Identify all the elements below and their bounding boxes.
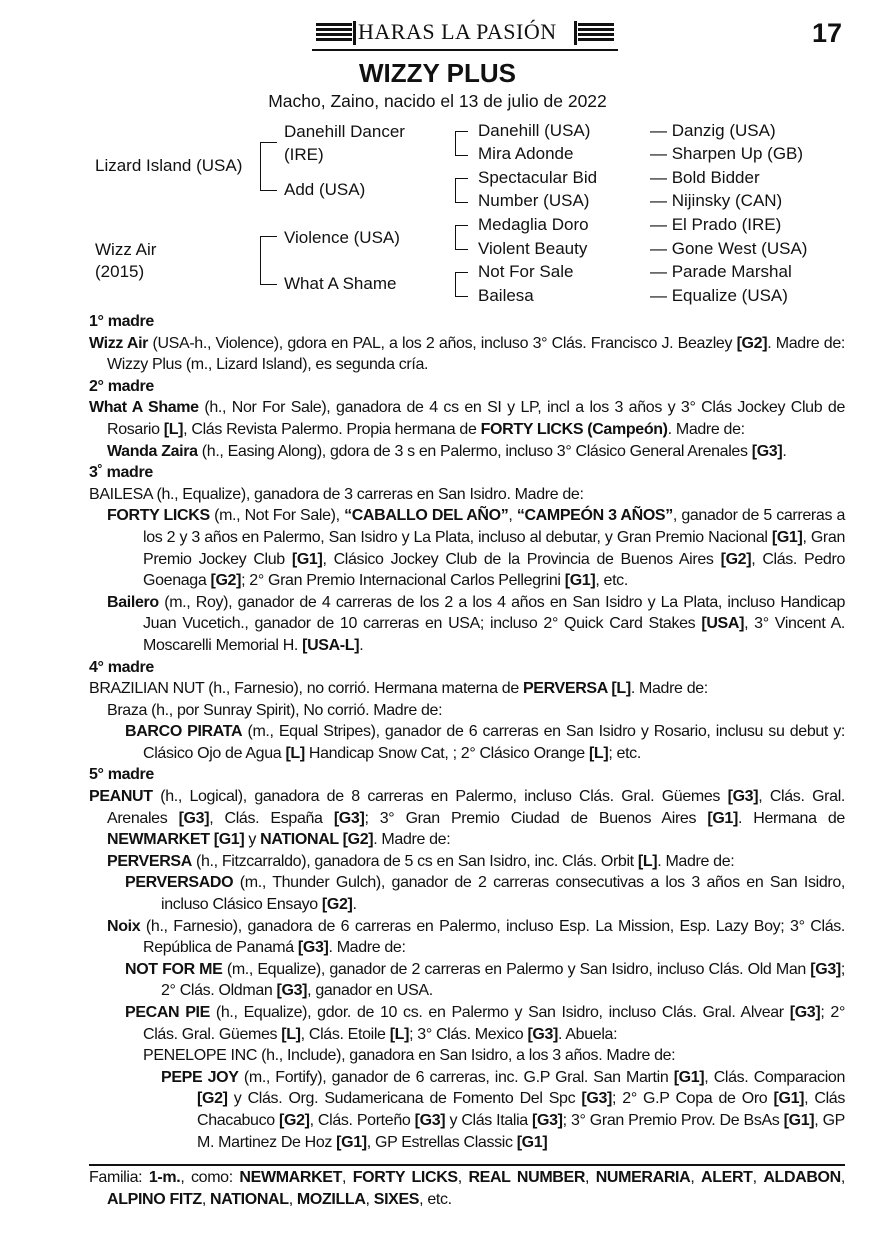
family-como: , como: — [180, 1169, 240, 1186]
pedigree-gen4-7: — Parade Marshal — [650, 262, 792, 281]
horse-link: FORTY LICKS — [107, 507, 210, 525]
entry-text: (m., Thunder Gulch), ganador de 2 carreras consecutivas a los 3 años en San Isidro, incluso Clásico Ensayo — [161, 874, 845, 914]
grade-badge: [G3] — [727, 788, 759, 806]
horse-link: Bailero — [107, 593, 159, 611]
pedigree-gen3-7: Not For Sale — [478, 262, 574, 281]
grade-badge: [G3] — [581, 1090, 613, 1108]
bracket-dam — [260, 236, 277, 285]
entry-text: , Clás. Comparacion — [704, 1068, 846, 1086]
section-1-madre: 1° madre — [89, 313, 154, 330]
entry-text: . Madre de: — [328, 939, 406, 957]
pedigree-dam: Wizz Air — [95, 240, 157, 259]
entry-text: (h., Easing Along), gdora de 3 s en Palermo, incluso 3° Clásico General Arenales — [197, 442, 752, 460]
pedigree-sire: Lizard Island (USA) — [95, 156, 243, 175]
brand-underline — [312, 49, 618, 51]
entry-text: (h., Farnesio), ganadora de 6 carreras en Palermo, incluso Esp. La Mission, Esp. Lazy Boy; 3° Clás. República de Panamá — [140, 917, 845, 957]
entry-text: y Clás Italia — [445, 1111, 533, 1129]
entry-barco-pirata — [125, 721, 845, 764]
entry-bailero — [107, 592, 845, 657]
entry-noix — [107, 916, 845, 959]
entry-text: , Clás Chacabuco — [197, 1090, 845, 1129]
grade-badge: [L] — [163, 420, 184, 438]
horse-link: BARCO PIRATA — [125, 723, 243, 741]
pedigree-gen3-2: Mira Adonde — [478, 144, 574, 163]
entry-what-a-shame — [89, 397, 845, 440]
grade-badge: [USA-L] — [302, 636, 360, 654]
grade-badge: [G3] — [178, 809, 210, 827]
section-2-madre: 2° madre — [89, 377, 154, 395]
entry-text: , ganador de 5 carreras a los 2 y 3 años en Palermo, San Isidro y La Plata, incluso al debutar, y Gran Premio Nacional — [143, 507, 845, 546]
entry-text: (h., Logical), ganadora de 8 carreras en Palermo, incluso Clás. Gral. Güemes — [152, 788, 728, 806]
brand-bars-left — [316, 23, 352, 43]
entry-brazilian-nut — [89, 678, 845, 700]
grade-badge: [G2] — [736, 334, 768, 352]
grade-badge: [G2] — [197, 1090, 228, 1108]
entry-text: y — [244, 831, 261, 849]
family-horse: REAL NUMBER — [468, 1169, 586, 1186]
horse-link: What A Shame — [89, 399, 199, 417]
pedigree-gen3-3: Spectacular Bid — [478, 168, 598, 187]
pedigree-gen3-5: Medaglia Doro — [478, 215, 589, 234]
horse-link: PECAN PIE — [125, 1004, 210, 1021]
entry-peanut — [89, 786, 845, 851]
brand-bars-right — [578, 23, 614, 43]
entry-text: . Madre de: — [657, 852, 735, 870]
entry-penelope-inc: PENELOPE INC (h., Include), ganadora en San Isidro, a los 3 años. Madre de: — [143, 1047, 676, 1065]
grade-badge: [G3] — [333, 809, 365, 827]
horse-link: NEWMARKET [G1] — [107, 831, 245, 849]
grade-badge: [G3] — [532, 1111, 563, 1129]
pedigree-gen3-6: Violent Beauty — [478, 239, 588, 258]
section-4-madre: 4° madre — [89, 658, 154, 676]
brand-logo — [312, 16, 618, 50]
award-badge: “CAMPEÓN 3 AÑOS” — [516, 507, 673, 525]
grade-badge: [G2] — [279, 1111, 310, 1129]
entry-text: , Clásico Jockey Club de la Provincia de Buenos Aires — [322, 550, 721, 568]
family-line: Familia: 1-m., como: NEWMARKET, FORTY LICKS, REAL NUMBER, NUMERARIA, ALERT, ALDABON, ALPINO FITZ, NATIONAL, MOZILLA, SIXES, etc. — [89, 1169, 845, 1208]
entry-text: , ganador en USA. — [307, 982, 433, 1000]
champion-name: FORTY LICKS (Campeón) — [480, 420, 668, 438]
grade-badge: [G1] — [707, 809, 738, 827]
grade-badge: [G3] — [789, 1004, 821, 1021]
brand-divider-left — [353, 21, 356, 45]
grade-badge: [G1] — [336, 1133, 367, 1151]
grade-badge: [L] — [285, 744, 305, 762]
entry-text: ; 3° Clás. Mexico — [409, 1025, 528, 1043]
entry-text: (m., Roy), ganador de 4 carreras de los 2 a los 4 años en San Isidro y La Plata, incluso Handicap Juan Vucetich., ganador de 10 carreras en USA; incluso 2° Quick Card Stakes — [143, 593, 845, 633]
grade-badge: [G3] — [297, 939, 329, 957]
grade-badge: [G2] — [210, 572, 242, 590]
entry-text: ; 2° Clás. Oldman — [161, 960, 845, 1000]
grade-badge: [L] — [637, 852, 658, 870]
entry-pepe-joy — [161, 1067, 845, 1153]
pedigree-gen4-4: — Nijinsky (CAN) — [650, 191, 783, 210]
entry-pecan-pie — [125, 1002, 845, 1045]
entry-not-for-me — [125, 959, 845, 1002]
section-3-madre: 3˚ madre — [89, 464, 153, 482]
entry-forty-licks — [107, 505, 845, 591]
pedigree-gen4-1: — Danzig (USA) — [650, 121, 776, 140]
entry-text: , — [508, 507, 517, 525]
grade-badge: [G1] — [516, 1133, 548, 1151]
entry-text: , 3° Vincent A. Moscarelli Memorial H. — [143, 615, 845, 654]
entry-wanda-zaira — [107, 441, 845, 463]
produce-record — [89, 311, 845, 1153]
entry-text: , Gran Premio Jockey Club — [143, 528, 845, 568]
bracket-gen3-4 — [455, 272, 468, 297]
grade-badge: [G3] — [414, 1111, 446, 1129]
entry-text: , Clás. España — [209, 809, 334, 827]
horse-subtitle: Macho, Zaino, nacido el 13 de julio de 2022 — [268, 91, 607, 111]
section-5-madre: 5° madre — [89, 766, 154, 784]
award-badge: “CABALLO DEL AÑO” — [344, 507, 509, 525]
entry-text: ; 2° G.P Copa de Oro — [612, 1090, 774, 1108]
grade-badge: [G1] — [773, 1090, 805, 1108]
entry-wizz-air — [89, 333, 845, 376]
grade-badge: [G1] — [291, 550, 323, 568]
entry-text: , GP M. Martinez De Hoz — [197, 1111, 845, 1151]
grade-badge: [G3] — [276, 982, 308, 1000]
family-horse: FORTY LICKS — [352, 1169, 458, 1186]
horse-link: NATIONAL [G2] — [260, 831, 374, 849]
entry-text: . Abuela: — [558, 1025, 618, 1043]
grade-badge: [G1] — [564, 572, 596, 590]
family-horse: MOZILLA — [296, 1190, 366, 1208]
bracket-gen3-1 — [455, 131, 468, 156]
entry-text: , Clás. Porteño — [309, 1111, 415, 1129]
family-tail: , etc. — [419, 1190, 452, 1208]
pedigree-gen4-8: — Equalize (USA) — [650, 286, 788, 305]
entry-text: ; 2° Gran Premio Internacional Carlos Pellegrini — [241, 572, 565, 590]
entry-text: . Hermana de — [737, 809, 845, 827]
entry-text: , GP Estrellas Classic — [366, 1133, 517, 1151]
pedigree-dam-year: (2015) — [95, 262, 145, 281]
grade-badge: [G2] — [321, 896, 353, 914]
entry-text: . Madre de: — [667, 420, 745, 438]
pedigree-gen2-3: Violence (USA) — [284, 228, 400, 247]
grade-badge: [L] — [588, 744, 609, 762]
family-code: 1-m. — [148, 1169, 181, 1186]
entry-perversado — [125, 872, 845, 915]
entry-text: , etc. — [595, 572, 628, 590]
entry-text: (h., Fitzcarraldo), ganadora de 5 cs en San Isidro, inc. Clás. Orbit — [191, 852, 638, 870]
grade-badge: [L] — [281, 1025, 301, 1043]
entry-text: (USA-h., Violence), gdora en PAL, a los 2 años, incluso 3° Clás. Francisco J. Beazley — [148, 334, 737, 352]
grade-badge: [G1] — [673, 1068, 705, 1086]
pedigree-gen3-8: Bailesa — [478, 286, 534, 305]
entry-text: BRAZILIAN NUT (h., Farnesio), no corrió. Hermana materna de — [89, 680, 523, 698]
entry-text: . — [352, 896, 357, 914]
entry-text: , Clás Revista Palermo. Propia hermana de — [183, 420, 481, 438]
grade-badge: [G1] — [771, 528, 803, 546]
brand-divider-right — [574, 21, 577, 45]
horse-link: Noix — [107, 917, 141, 935]
horse-link: NOT FOR ME — [125, 960, 223, 978]
family-horse: ALDABON — [763, 1169, 841, 1186]
entry-text: Handicap Snow Cat, ; 2° Clásico Orange — [304, 744, 589, 762]
entry-text: . — [782, 442, 787, 460]
horse-link: PERVERSA — [107, 852, 192, 870]
entry-text: . Madre de: Wizzy Plus (m., Lizard Island), es segunda cría. — [107, 334, 845, 374]
bracket-sire — [260, 142, 277, 191]
entry-text: . — [359, 636, 364, 654]
entry-text: (m., Equal Stripes), ganador de 6 carreras en San Isidro y Rosario, inclusu su debut y: Clásico Ojo de Agua — [143, 723, 845, 762]
entry-text: (m., Equalize), ganador de 2 carreras en Palermo y San Isidro, incluso Clás. Old Man — [222, 960, 811, 978]
grade-badge: [L] — [389, 1025, 410, 1043]
entry-text: . Madre de: — [630, 680, 708, 698]
entry-text: (m., Fortify), ganador de 6 carreras, inc. G.P Gral. San Martin — [238, 1068, 674, 1086]
pedigree-gen3-4: Number (USA) — [478, 191, 590, 210]
entry-text: (h., Nor For Sale), ganadora de 4 cs en SI y LP, incl a los 3 años y 3° Clás Jockey Club de Rosario — [107, 399, 845, 438]
entry-text: y Clás. Org. Sudamericana de Fomento Del Spc — [227, 1090, 582, 1108]
pedigree-gen4-6: — Gone West (USA) — [650, 239, 808, 258]
entry-braza: Braza (h., por Sunray Spirit), No corrió. Madre de: — [107, 701, 443, 719]
horse-link: PEPE JOY — [161, 1068, 239, 1086]
grade-badge: [G3] — [527, 1025, 559, 1043]
grade-badge: [G2] — [720, 550, 752, 568]
entry-text: , Clás. Etoile — [300, 1025, 390, 1043]
grade-badge: [G3] — [810, 960, 841, 978]
brand-name: HARAS LA PASIÓN — [358, 19, 557, 44]
pedigree-gen2-1b: (IRE) — [284, 145, 324, 164]
entry-text: ; etc. — [608, 744, 641, 762]
bracket-gen3-3 — [455, 225, 468, 250]
entry-text: ; 3° Gran Premio Ciudad de Buenos Aires — [364, 809, 708, 827]
horse-link: PERVERSADO — [125, 874, 234, 892]
entry-text: . Madre de: — [373, 831, 451, 849]
family-horse: NEWMARKET — [239, 1169, 343, 1186]
horse-link: PERVERSA [L] — [522, 680, 631, 698]
entry-text: (h., Equalize), gdor. de 10 cs. en Palermo y San Isidro, incluso Clás. Gral. Alvear — [209, 1004, 790, 1021]
grade-badge: [G3] — [751, 442, 783, 460]
family-horse: SIXES — [373, 1190, 420, 1208]
entry-perversa — [107, 851, 845, 873]
entry-text: ; 2° Clás. Gral. Güemes — [143, 1004, 845, 1043]
pedigree-gen4-3: — Bold Bidder — [650, 168, 760, 187]
grade-badge: [USA] — [701, 615, 745, 633]
pedigree-gen2-2: Add (USA) — [284, 180, 366, 199]
horse-link: PEANUT — [89, 788, 153, 806]
entry-text: , Clás. Gral. Arenales — [107, 788, 845, 827]
horse-link: Wanda Zaira — [107, 442, 198, 460]
pedigree-gen2-4: What A Shame — [284, 274, 397, 293]
family-horse: ALERT — [701, 1169, 753, 1186]
entry-text: ; 3° Gran Premio Prov. De BsAs — [562, 1111, 784, 1129]
pedigree-gen3-1: Danehill (USA) — [478, 121, 591, 140]
horse-link: Wizz Air — [89, 334, 149, 352]
pedigree-gen4-5: — El Prado (IRE) — [650, 215, 782, 234]
family-horse: ALPINO FITZ — [107, 1190, 202, 1208]
entry-text: , Clás. Pedro Goenaga — [143, 550, 845, 590]
grade-badge: [G1] — [783, 1111, 815, 1129]
entry-bailesa: BAILESA (h., Equalize), ganadora de 3 carreras en San Isidro. Madre de: — [89, 485, 584, 503]
family-label: Familia: — [89, 1169, 149, 1186]
pedigree-gen4-2: — Sharpen Up (GB) — [650, 144, 804, 163]
family-divider — [89, 1164, 845, 1166]
family-horse: NATIONAL — [210, 1190, 289, 1208]
pedigree-gen2-1: Danehill Dancer — [284, 122, 405, 141]
page-number: 17 — [812, 18, 843, 48]
horse-name: WIZZY PLUS — [359, 58, 516, 88]
entry-text: (m., Not For Sale), — [209, 507, 345, 525]
bracket-gen3-2 — [455, 178, 468, 203]
family-horse: NUMERARIA — [595, 1169, 691, 1186]
